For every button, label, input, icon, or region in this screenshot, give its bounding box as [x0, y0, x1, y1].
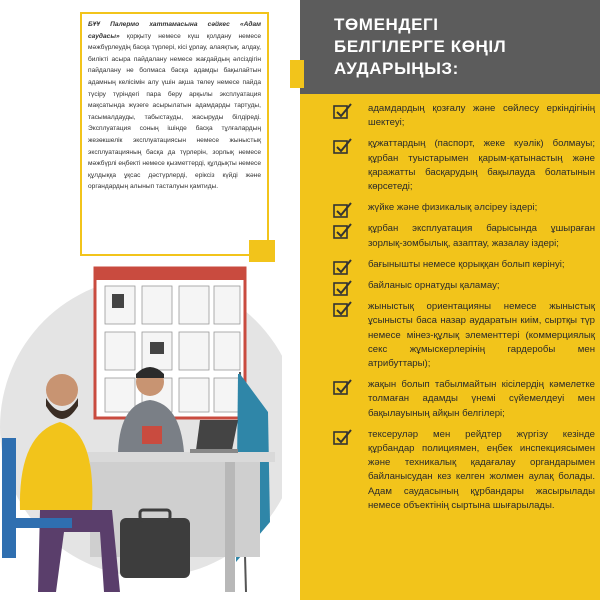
checked-box-icon [333, 103, 353, 120]
warning-signs-panel [300, 0, 600, 600]
list-item-text: құжаттардың (паспорт, жеке куәлік) болмауы; құрбан туыстарымен қарым-қатынастың және қаражатты басқарудың бақылауда болатынын көрсетеді; [368, 138, 595, 193]
checked-box-icon [333, 223, 353, 240]
checked-box-icon [333, 138, 353, 155]
checked-box-icon [333, 301, 353, 318]
list-item [333, 300, 595, 371]
list-item [333, 137, 595, 194]
inspection-illustration [0, 262, 282, 600]
list-item-text: бағынышты немесе қорыққан болып көрінуі; [368, 258, 565, 270]
desk [70, 452, 275, 462]
list-item [333, 279, 595, 293]
checked-box-icon [333, 429, 353, 446]
signs-list [333, 102, 595, 520]
list-item-text: жүйке және физикалық әлсіреу іздері; [368, 202, 538, 214]
checked-box-icon [333, 202, 353, 219]
checked-box-icon [333, 379, 353, 396]
definition-title: БҰҰ Палермо хаттамасына сәйкес «Адам саудасы» [88, 21, 261, 40]
laptop [196, 420, 238, 450]
list-item [333, 102, 595, 130]
list-item-text: байланыс орнатуды қаламау; [368, 280, 500, 292]
panel-title-line: БЕЛГІЛЕРГЕ КӨҢІЛ [334, 37, 507, 56]
list-item-text: құрбан эксплуатация барысында ұшыраған зорлық-зомбылық, азаптау, жазалау іздері; [368, 223, 595, 249]
card-corner-tab [249, 240, 275, 262]
panel-title [334, 14, 584, 80]
list-item [333, 201, 595, 215]
panel-title-line: ТӨМЕНДЕГІ [334, 15, 439, 34]
list-item [333, 378, 595, 421]
checked-box-icon [333, 259, 353, 276]
list-item [333, 428, 595, 513]
list-item-text: жыныстық ориентацияны немесе жыныстық ұсынысты баса назар аударатын киім, сыртқы түр немесе мінез-құлық элементтері (коммерциялық секс жұмыскерлерінің гардеробы мен атрибуттары); [368, 301, 595, 370]
panel-title-line: АУДАРЫҢЫЗ: [334, 59, 459, 78]
definition-card [80, 12, 269, 256]
list-item-text: жақын болып табылмайтын кісілердің кәмелетке толмаған адамды үнемі сүйемелдеуі мен бақылауының айқын белгілері; [368, 379, 595, 419]
list-item-text: тексеруләр мен рейдтер жүргізу кезінде құрбандар полициямен, еңбек инспекциясымен және техникалық қадағалау органдарымен байланысудан кез келген жолмен аулақ болады. Адам саудасының құрбандары жасырылады немесе объектінің сыртына шығарылады. [368, 428, 595, 511]
definition-body: қорқыту немесе күш қолдану немесе мәжбүрлеудің басқа түрлері, кісі ұрлау, алаяқтық, алдау, билікті асыра пайдалану немесе жағдайдың әлсіздігін пайдалану не болмаса басқа адамды бақылайтын адамның келісімін алу үшін ақша төлеу немесе пайда түсіру түріндегі пара беру арқылы эксплуатация мақсатында жүзеге асырылатын адамдарды тартуды, тасымалдауды, табыстауды, жасыруды білдіреді. Эксплуатация соның ішінде басқа тұлғалардың жезөкшелік эксплуатациясын немесе жыныстық эксплуатацияның басқа да түрлерін, зорлық немесе мәжбүрлі еңбекті немесе қызметтерді, құлдықты немесе құлдыққа ұқсас дәстүрлерді, еріксіз күйді және органдардың алынып тасталуын қамтиды. [88, 32, 261, 191]
list-item-text: адамдардың қозғалу және сөйлесу еркіндігінің шектеуі; [368, 103, 595, 129]
checked-box-icon [333, 280, 353, 297]
panel-header [300, 0, 600, 94]
suitcase [120, 518, 190, 578]
header-accent-tab [290, 60, 304, 88]
visitor-head [46, 374, 78, 406]
chair [2, 438, 16, 558]
list-item [333, 258, 595, 272]
definition-text [88, 19, 261, 193]
list-item [333, 222, 595, 250]
